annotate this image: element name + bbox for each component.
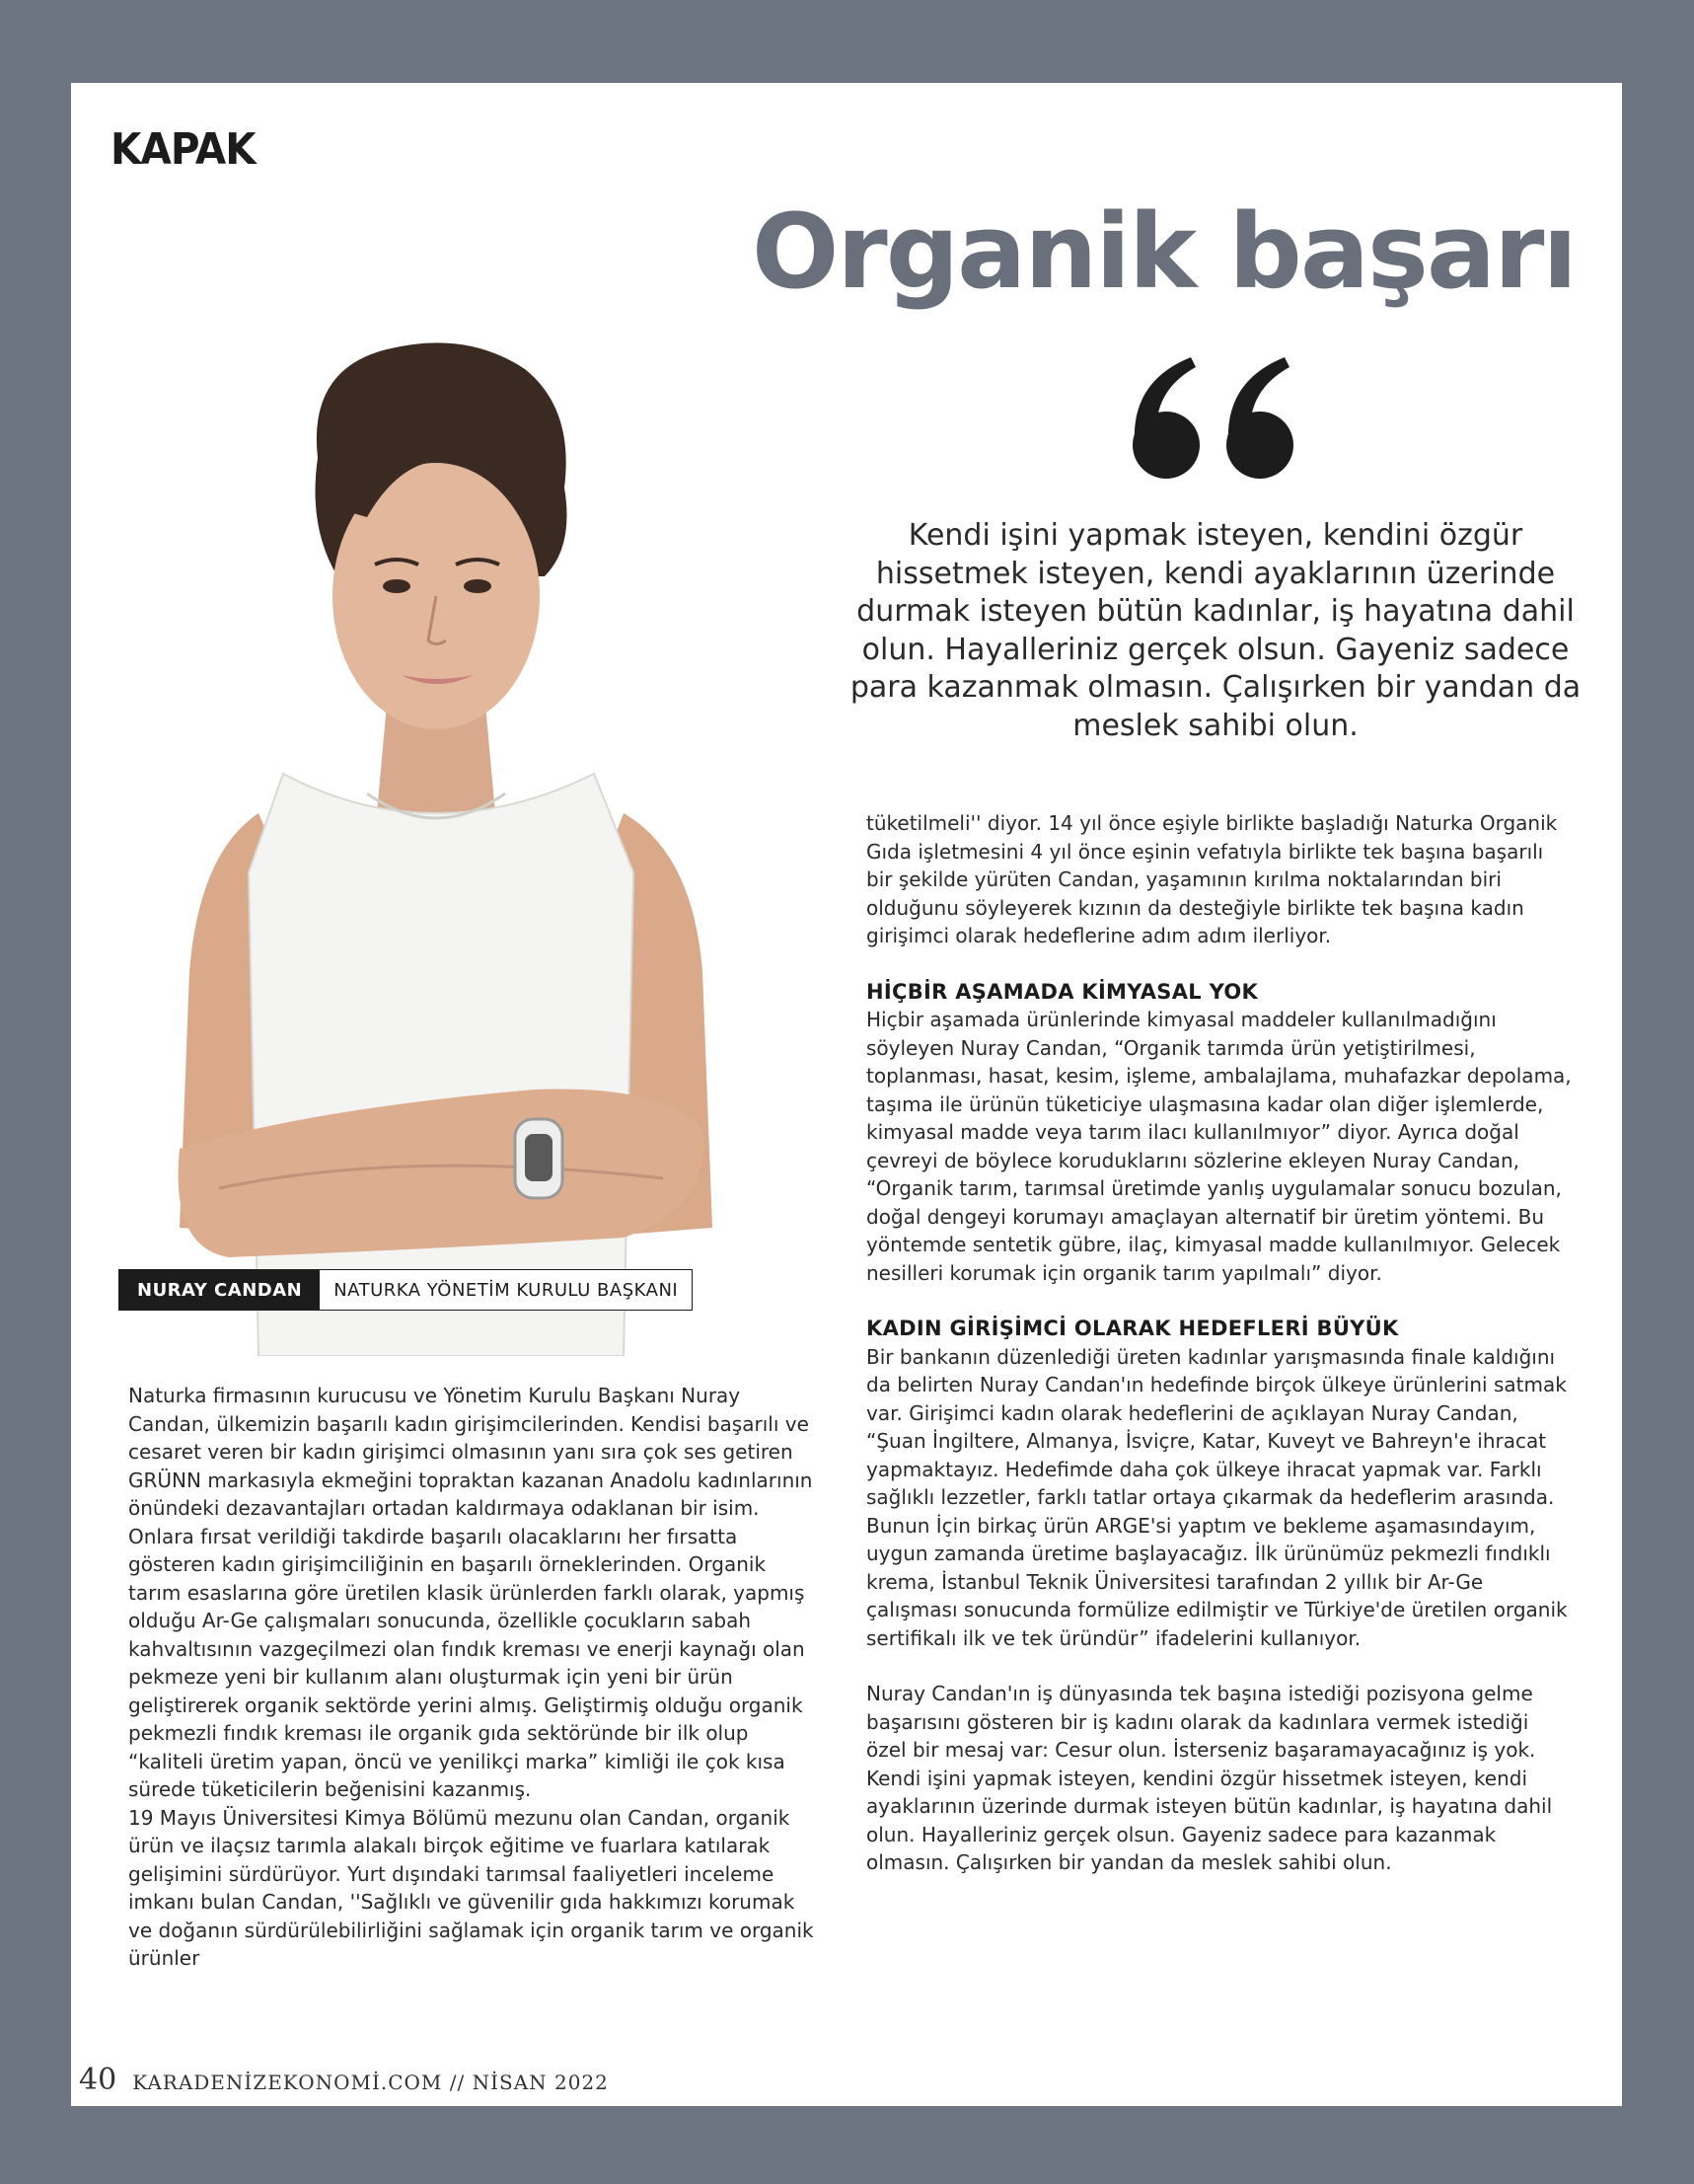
article-paragraph: Bir bankanın düzenlediği üreten kadınlar yarışmasında finale kaldığını da belirten Nuray Candan'ın hedefinde birçok ülkeye ürünlerini satmak var. Girişimci kadın olarak hedeflerini de açıklayan Nuray Candan, “Şuan İngiltere, Almanya, İsviçre, Katar, Kuveyt ve Bahreyn'e ihracat yapmaktayız. Hedefimde daha çok ülkeye ihracat yapmak var. Farklı sağlıklı lezzetler, farklı tatlar ortaya çıkarmak da hedeflerim arasında. Bunun İçin birkaç ürün ARGE'si yaptım ve bekleme aşamasındayım, uygun zamanda üretime başlayacağız. İlk ürünümüz pekmezli fındıklı krema, İstanbul Teknik Üniversitesi tarafından 2 yıllık bir Ar-Ge çalışması sonucunda formülize edilmiştir ve Türkiye'de üretilen organik sertifikalı ilk ve tek üründür” ifadelerini kullanıyor.: [866, 1344, 1568, 1650]
article-paragraph: Nuray Candan'ın iş dünyasında tek başına istediği pozisyona gelme başarısını gösteren bir iş kadını olarak da kadınlara vermek istediği özel bir mesaj var: Cesur olun. İsterseniz başaramayacağınız iş yok. Kendi işini yapmak isteyen, kendini özgür hissetmek isteyen, kendi ayaklarının üzerinde durmak isteyen bütün kadınlar, iş hayatına dahil olun. Hayalleriniz gerçek olsun. Gayeniz sadece para kazanmak olmasın. Çalışırken bir yandan da meslek sahibi olun.: [866, 1682, 1553, 1874]
article-column-left: [128, 1382, 819, 1973]
page-footer: [79, 2063, 609, 2097]
publication-info: KARADENİZEKONOMİ.COM // NİSAN 2022: [132, 2071, 609, 2094]
caption-name: NURAY CANDAN: [119, 1270, 320, 1310]
article-paragraph: 19 Mayıs Üniversitesi Kimya Bölümü mezunu olan Candan, organik ürün ve ilaçsız tarımla alakalı birçok eğitime ve fuarlara katılarak gelişimini sürdürüyor. Yurt dışındaki tarımsal faaliyetleri inceleme imkanı bulan Candan, ''Sağlıklı ve güvenilir gıda hakkımızı korumak ve doğanın sürdürülebilirliğini sağlamak için organik tarım ve organik ürünler: [128, 1805, 814, 1970]
magazine-page: [71, 83, 1622, 2106]
section-heading: KADIN GİRİŞİMCİ OLARAK HEDEFLERİ BÜYÜK: [866, 1317, 1399, 1340]
page-number: 40: [79, 2063, 117, 2097]
portrait-photo: [110, 261, 791, 1356]
section-heading: HİÇBİR AŞAMADA KİMYASAL YOK: [866, 979, 1259, 1004]
section-label: KAPAK: [110, 124, 256, 175]
article-paragraph: Hiçbir aşamada ürünlerinde kimyasal maddeler kullanılmadığını söyleyen Nuray Candan, “Organik tarımda ürün yetiştirilmesi, toplanması, hasat, kesim, işleme, ambalajlama, muhafazkar depolama, taşıma ile ürünün tüketiciye ulaşmasına kadar olan diğer işlemlerde, kimyasal madde veya tarım ilacı kullanılmıyor” diyor. Ayrıca doğal çevreyi de böylece koruduklarını sözlerine ekleyen Nuray Candan, “Organik tarım, tarımsal üretimde yanlış uygulamalar sonucu bozulan, doğal dengeyi korumayı amaçlayan alternatif bir üretim yöntemi. Bu yöntemde sentetik gübre, ilaç, kimyasal madde kullanılmıyor. Gelecek nesilleri korumak için organik tarım yapılmalı” diyor.: [866, 1008, 1572, 1285]
article-paragraph: tüketilmeli'' diyor. 14 yıl önce eşiyle birlikte başladığı Naturka Organik Gıda işletmesini 4 yıl önce eşinin vefatıyla birlikte tek başına başarılı bir şekilde yürüten Candan, yaşamının kırılma noktalarından biri olduğunu söyleyerek kızının da desteğiyle birlikte tek başına kadın girişimci olarak hedeflerine adım adım ilerliyor.: [866, 811, 1558, 947]
article-column-right: [866, 809, 1572, 1877]
photo-caption: [118, 1269, 693, 1311]
caption-role: NATURKA YÖNETİM KURULU BAŞKANI: [320, 1270, 692, 1310]
article-paragraph: Naturka firmasının kurucusu ve Yönetim Kurulu Başkanı Nuray Candan, ülkemizin başarılı kadın girişimcilerinden. Kendisi başarılı ve cesaret veren bir kadın girişimci olmasının yanı sıra çok ses getiren GRÜNN markasıyla ekmeğini topraktan kazanan Anadolu kadınlarının önündeki dezavantajları ortadan kaldırmaya odaklanan bir isim. Onlara fırsat verildiği takdirde başarılı olacaklarını her fırsatta gösteren kadın girişimciliğinin en başarılı örneklerinden. Organik tarım esaslarına göre üretilen klasik ürünlerden farklı olarak, yapmış olduğu Ar-Ge çalışmaları sonucunda, özellikle çocukların sabah kahvaltısının vazgeçilmezi olan fındık kreması ve enerji kaynağı olan pekmeze yeni bir kullanım alanı oluşturmak için yeni bir ürün geliştirerek organik sektörde yerini almış. Geliştirmiş olduğu organik pekmezli fındık kreması ile organik gıda sektöründe bir ilk olup “kaliteli üretim yapan, öncü ve yenilikçi marka” kimliği ile çok kısa sürede tüketicilerin beğenisini kazanmış.: [128, 1384, 813, 1801]
pull-quote: Kendi işini yapmak isteyen, kendini özgür hissetmek isteyen, kendi ayaklarının üzerinde durmak isteyen bütün kadınlar, iş hayatına dahil olun. Hayalleriniz gerçek olsun. Gayeniz sadece para kazanmak olmasın. Çalışırken bir yandan da meslek sahibi olun.: [849, 518, 1582, 743]
double-quote-icon: [1117, 351, 1314, 480]
page-title: Organik başarı: [752, 191, 1577, 312]
